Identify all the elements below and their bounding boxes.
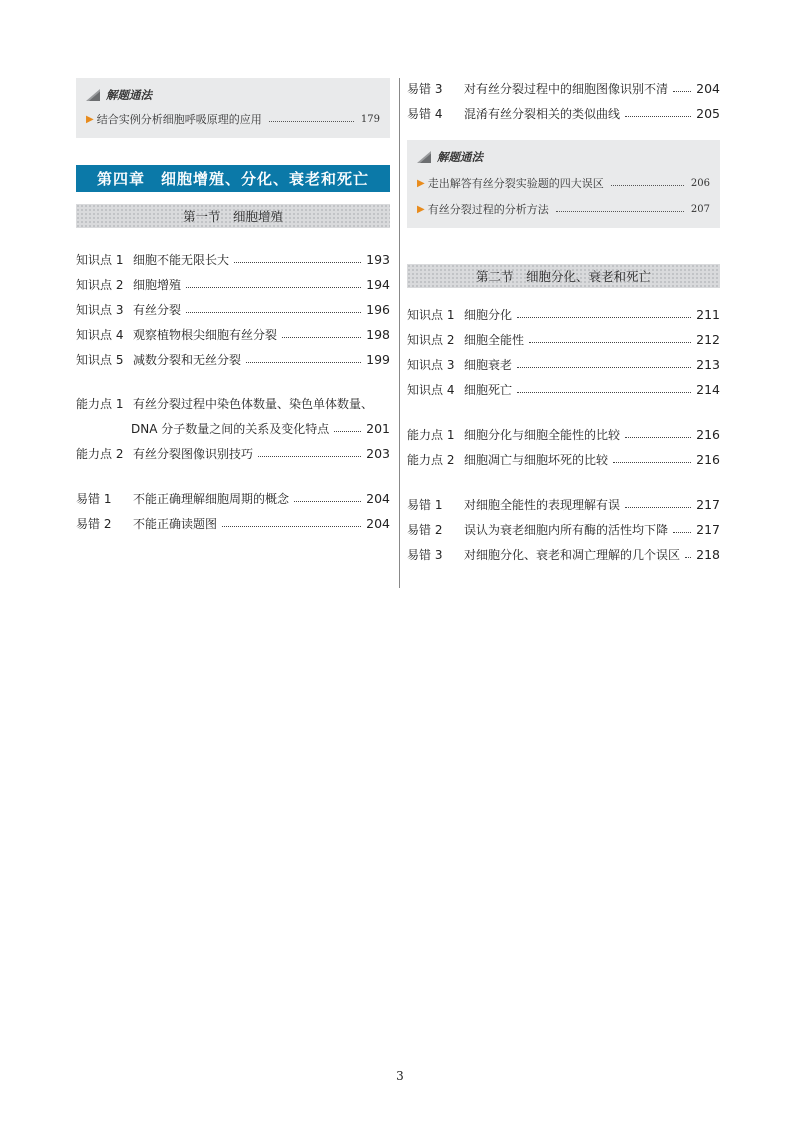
toc-entry[interactable] xyxy=(76,391,390,416)
leader-dots xyxy=(625,437,691,438)
method-item-text: 结合实例分析细胞呼吸原理的应用 xyxy=(96,113,262,126)
entry-label: 知识点 2 xyxy=(76,278,124,292)
page-ref: 194 xyxy=(366,277,390,292)
entry-title: 对细胞全能性的表现理解有误 xyxy=(464,498,621,512)
entry-label: 知识点 2 xyxy=(407,333,455,347)
entry-label: 知识点 4 xyxy=(76,328,124,342)
section-title-text: 第一节 细胞增殖 xyxy=(182,209,283,224)
leader-dots xyxy=(294,501,361,502)
triangle-icon xyxy=(86,89,100,101)
leader-dots xyxy=(222,526,361,527)
method-box-heading xyxy=(417,148,710,166)
entry-title: 不能正确理解细胞周期的概念 xyxy=(133,492,290,506)
leader-dots xyxy=(517,317,691,318)
toc-entry[interactable] xyxy=(76,441,390,466)
entry-title: 观察植物根尖细胞有丝分裂 xyxy=(133,328,278,342)
entry-title: 误认为衰老细胞内所有酶的活性均下降 xyxy=(464,523,669,537)
left-column xyxy=(76,78,390,536)
section-title-text: 第二节 细胞分化、衰老和死亡 xyxy=(475,269,651,284)
toc-entry[interactable] xyxy=(407,422,720,447)
entry-label: 易错 3 xyxy=(407,548,443,562)
entry-label: 知识点 5 xyxy=(76,353,124,367)
leader-dots xyxy=(673,532,691,533)
page-ref: 207 xyxy=(690,203,710,215)
entry-label: 易错 1 xyxy=(76,492,112,506)
section-title xyxy=(407,264,720,288)
method-item-text: 有丝分裂过程的分析方法 xyxy=(427,203,549,216)
entry-title: 细胞不能无限长大 xyxy=(133,253,230,267)
toc-entry[interactable] xyxy=(76,322,390,347)
toc-entry[interactable] xyxy=(407,327,720,352)
entry-label: 易错 2 xyxy=(76,517,112,531)
toc-entry[interactable] xyxy=(76,347,390,372)
arrow-right-icon: ▶ xyxy=(417,177,425,189)
method-box xyxy=(76,78,390,138)
toc-entry[interactable] xyxy=(407,517,720,542)
chapter-title xyxy=(76,165,390,192)
toc-entry[interactable] xyxy=(407,302,720,327)
entry-label: 易错 4 xyxy=(407,107,443,121)
entry-title: 细胞增殖 xyxy=(133,278,182,292)
errors-list xyxy=(76,486,390,536)
errors-list xyxy=(407,492,720,567)
toc-entry[interactable] xyxy=(407,447,720,472)
toc-entry[interactable] xyxy=(76,247,390,272)
method-item[interactable] xyxy=(86,106,380,132)
leader-dots xyxy=(613,462,691,463)
leader-dots xyxy=(625,507,691,508)
entry-title: 有丝分裂 xyxy=(133,303,182,317)
entry-title: 细胞全能性 xyxy=(464,333,525,347)
entry-title: 对细胞分化、衰老和凋亡理解的几个误区 xyxy=(464,548,681,562)
toc-entry[interactable] xyxy=(407,352,720,377)
page-number: 3 xyxy=(396,1069,404,1083)
method-box-heading xyxy=(86,86,380,104)
page-ref: 196 xyxy=(366,302,390,317)
entry-label: 知识点 1 xyxy=(76,253,124,267)
toc-entry[interactable] xyxy=(76,272,390,297)
page-ref: 199 xyxy=(366,352,390,367)
entry-label: 能力点 2 xyxy=(407,453,455,467)
leader-dots xyxy=(258,456,361,457)
page-ref: 211 xyxy=(696,307,720,322)
page-ref: 179 xyxy=(360,113,380,125)
page-ref: 203 xyxy=(366,446,390,461)
page-ref: 216 xyxy=(696,452,720,467)
entry-title: 细胞凋亡与细胞坏死的比较 xyxy=(464,453,609,467)
entry-label: 知识点 3 xyxy=(407,358,455,372)
leader-dots xyxy=(611,185,684,186)
entry-label: 易错 2 xyxy=(407,523,443,537)
entry-label: 知识点 1 xyxy=(407,308,455,322)
entry-label: 易错 1 xyxy=(407,498,443,512)
entry-label: 能力点 2 xyxy=(76,447,124,461)
method-box-title: 解题通法 xyxy=(437,150,483,164)
page-ref: 213 xyxy=(696,357,720,372)
toc-entry[interactable] xyxy=(407,542,720,567)
toc-entry[interactable] xyxy=(407,101,720,126)
page-ref: 204 xyxy=(366,491,390,506)
column-divider xyxy=(399,78,400,588)
entry-title: 细胞死亡 xyxy=(464,383,513,397)
leader-dots xyxy=(186,287,361,288)
leader-dots xyxy=(517,367,691,368)
arrow-right-icon: ▶ xyxy=(417,203,425,215)
entry-title: 不能正确读题图 xyxy=(133,517,218,531)
leader-dots xyxy=(685,557,691,558)
entry-label: 知识点 3 xyxy=(76,303,124,317)
method-item[interactable] xyxy=(417,196,710,222)
right-column xyxy=(407,76,720,567)
chapter-title-text: 第四章 细胞增殖、分化、衰老和死亡 xyxy=(96,170,369,188)
toc-entry-continuation[interactable] xyxy=(76,416,390,441)
entry-label: 知识点 4 xyxy=(407,383,455,397)
page-ref: 204 xyxy=(696,81,720,96)
entry-label: 易错 3 xyxy=(407,82,443,96)
entry-title: 对有丝分裂过程中的细胞图像识别不清 xyxy=(464,82,669,96)
section-title xyxy=(76,204,390,228)
method-box xyxy=(407,140,720,228)
page-ref: 205 xyxy=(696,106,720,121)
knowledge-points-list xyxy=(407,302,720,402)
page-ref: 217 xyxy=(696,497,720,512)
entry-title: 细胞衰老 xyxy=(464,358,513,372)
method-item[interactable] xyxy=(417,170,710,196)
entry-title: 混淆有丝分裂相关的类似曲线 xyxy=(464,107,621,121)
leader-dots xyxy=(673,91,691,92)
leader-dots xyxy=(269,121,354,122)
errors-top-list xyxy=(407,76,720,126)
page-ref: 212 xyxy=(696,332,720,347)
knowledge-points-list xyxy=(76,247,390,372)
entry-title: 细胞分化与细胞全能性的比较 xyxy=(464,428,621,442)
method-box-title: 解题通法 xyxy=(106,88,152,102)
toc-entry[interactable] xyxy=(407,76,720,101)
toc-entry[interactable] xyxy=(407,492,720,517)
page-ref: 201 xyxy=(366,421,390,436)
leader-dots xyxy=(282,337,361,338)
toc-entry[interactable] xyxy=(76,486,390,511)
leader-dots xyxy=(234,262,361,263)
entry-title: 细胞分化 xyxy=(464,308,513,322)
leader-dots xyxy=(186,312,361,313)
entry-title-continuation: DNA 分子数量之间的关系及变化特点 xyxy=(131,422,330,436)
page-ref: 216 xyxy=(696,427,720,442)
page-ref: 204 xyxy=(366,516,390,531)
entry-label: 能力点 1 xyxy=(76,397,124,411)
page-ref: 214 xyxy=(696,382,720,397)
page-ref: 206 xyxy=(690,177,710,189)
triangle-icon xyxy=(417,151,431,163)
page-ref: 193 xyxy=(366,252,390,267)
method-item-text: 走出解答有丝分裂实验题的四大误区 xyxy=(427,177,604,190)
leader-dots xyxy=(625,116,691,117)
toc-entry[interactable] xyxy=(76,511,390,536)
leader-dots xyxy=(529,342,691,343)
leader-dots xyxy=(517,392,691,393)
entry-title: 有丝分裂图像识别技巧 xyxy=(133,447,254,461)
entry-title: 有丝分裂过程中染色体数量、染色单体数量、 xyxy=(133,397,374,411)
page-ref: 218 xyxy=(696,547,720,562)
ability-points-list xyxy=(407,422,720,472)
leader-dots xyxy=(334,431,361,432)
ability-points-list xyxy=(76,391,390,466)
toc-entry[interactable] xyxy=(407,377,720,402)
page-ref: 217 xyxy=(696,522,720,537)
entry-title: 减数分裂和无丝分裂 xyxy=(133,353,242,367)
arrow-right-icon: ▶ xyxy=(86,113,94,125)
leader-dots xyxy=(556,211,684,212)
toc-entry[interactable] xyxy=(76,297,390,322)
page-ref: 198 xyxy=(366,327,390,342)
leader-dots xyxy=(246,362,361,363)
entry-label: 能力点 1 xyxy=(407,428,455,442)
